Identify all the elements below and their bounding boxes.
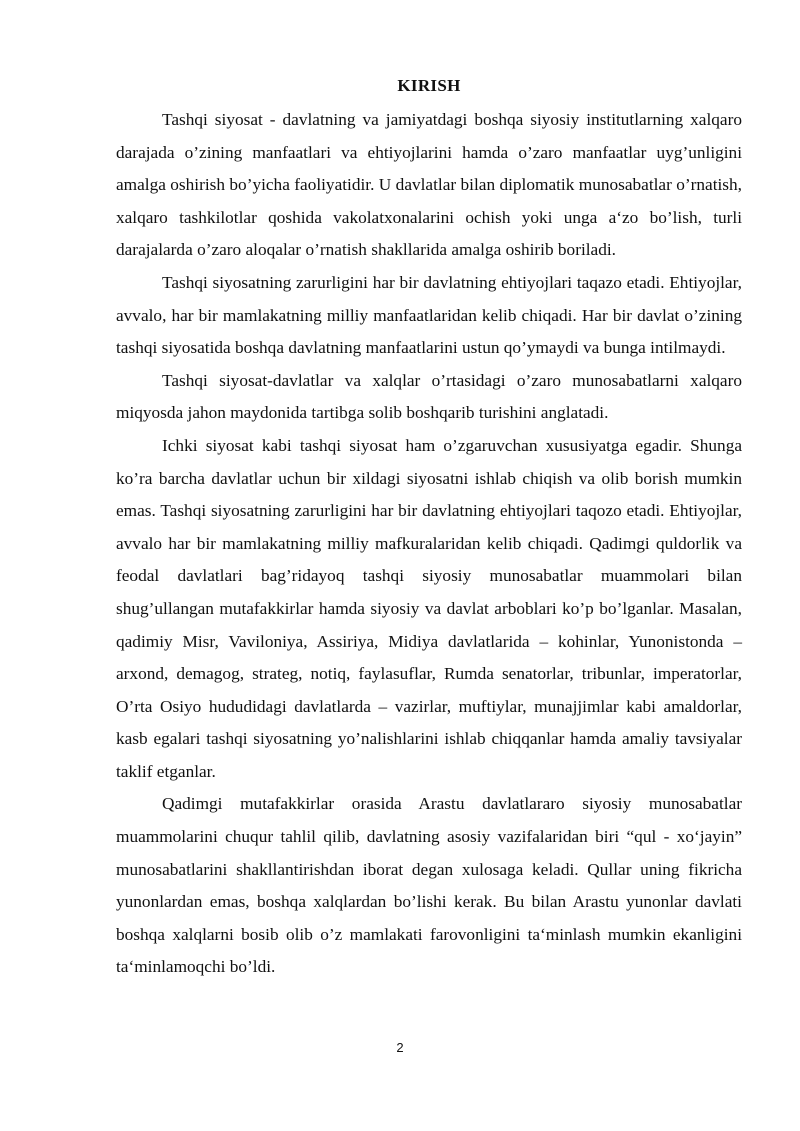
paragraph-4: Ichki siyosat kabi tashqi siyosat ham o’zgaruvchan xususiyatga egadir. Shunga ko’ra barcha davlatlar uchun bir xildagi siyosatni ishlab chiqish va olib borish mumkin emas. Tashqi siyosatning zarurligini har bir davlatning ehtiyojlari taqozo etadi. Ehtiyojlar, avvalo har bir mamlakatning milliy mafkuralaridan kelib chiqadi. Qadimgi quldorlik va feodal davlatlari bag’ridayoq tashqi siyosiy munosabatlar muammolari bilan shug’ullangan mutafakkirlar hamda siyosiy va davlat arboblari ko’p bo’lganlar. Masalan, qadimiy Misr, Vaviloniya, Assiriya, Midiya davlatlarida – kohinlar, Yunonistonda – arxond, demagog, strateg, notiq, faylasuflar, Rumda senatorlar, tribunlar, imperatorlar, O’rta Osiyo hududidagi davlatlarda – vazirlar, muftiylar, munajjimlar kabi amaldorlar, kasb egalari tashqi siyosatning yo’nalishlarini ishlab chiqqanlar hamda amaliy tavsiyalar taklif etganlar. [116, 435, 742, 781]
page-content [116, 75, 742, 984]
paragraph-1: Tashqi siyosat - davlatning va jamiyatdagi boshqa siyosiy institutlarning xalqaro darajada o’zining manfaatlari va ehtiyojlarini hamda o’zaro manfaatlar uyg’unligini amalga oshirish bo’yicha faoliyatidir. U davlatlar bilan diplomatik munosabatlar o’rnatish, xalqaro tashkilotlar qoshida vakolatxonalarini ochish yoki unga a‘zo bo’lish, turli darajalarda o’zaro aloqalar o’rnatish shakllarida amalga oshirib boriladi. [116, 110, 742, 260]
page-number: 2 [396, 1040, 404, 1055]
paragraph-3: Tashqi siyosat-davlatlar va xalqlar o’rtasidagi o’zaro munosabatlarni xalqaro miqyosda jahon maydonida tartibga solib boshqarib turishini anglatadi. [116, 370, 742, 423]
paragraph-2: Tashqi siyosatning zarurligini har bir davlatning ehtiyojlari taqazo etadi. Ehtiyojlar, avvalo, har bir mamlakatning milliy manfaatlaridan kelib chiqadi. Har bir davlat o’zining tashqi siyosatida boshqa davlatning manfaatlarini ustun qo’ymaydi va bunga intilmaydi. [116, 272, 742, 358]
page-title: KIRISH [397, 76, 461, 95]
paragraph-5: Qadimgi mutafakkirlar orasida Arastu davlatlararo siyosiy munosabatlar muammolarini chuqur tahlil qilib, davlatning asosiy vazifalaridan biri “qul - xo‘jayin” munosabatlarini shakllantirishdan iborat degan xulosaga keladi. Qullar uning fikricha yunonlardan emas, boshqa xalqlardan bo’lishi kerak. Bu bilan Arastu yunonlar davlati boshqa xalqlarni bosib olib o’z mamlakati farovonligini ta‘minlash mumkin ekanligini ta‘minlamoqchi bo’ldi. [116, 794, 742, 977]
